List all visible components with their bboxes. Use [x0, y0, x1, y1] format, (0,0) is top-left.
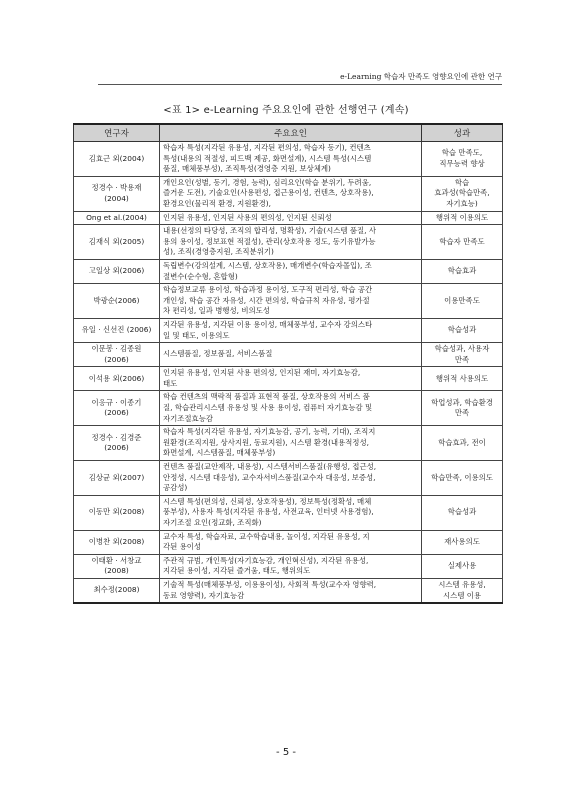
column-header-author: 연구자 [74, 124, 160, 142]
author-cell: 이태환 · 서창교 (2008) [74, 554, 160, 578]
table-row [74, 554, 503, 578]
table-body [74, 142, 503, 604]
table-row [74, 426, 503, 461]
author-cell: 정경수 · 박용재 (2004) [74, 176, 160, 211]
author-cell: 김상균 외(2007) [74, 461, 160, 496]
result-cell: 이용만족도 [422, 284, 503, 319]
factors-cell: 시스템품질, 정보품질, 서비스품질 [160, 343, 422, 367]
result-cell: 행위적 이용의도 [422, 211, 503, 225]
factors-cell: 학습정보교류 용이성, 학습과정 용이성, 도구적 편리성, 학습 공간 개인성, 학습 공간 자유성, 시간 편의성, 학습규칙 자유성, 평가절 차 편리성, 일과 병행성, 비의도성 [160, 284, 422, 319]
table-row [74, 578, 503, 603]
factors-cell: 지각된 유용성, 지각된 이용 용이성, 매체풍부성, 교수자 강의스타 일 및 태도, 이용의도 [160, 318, 422, 342]
result-cell: 학습성과 [422, 495, 503, 530]
result-cell: 재사용의도 [422, 530, 503, 554]
author-cell: 유일 · 신선진 (2006) [74, 318, 160, 342]
table-header-row [74, 124, 503, 142]
table-row [74, 176, 503, 211]
running-header: e-Learning 학습자 만족도 영향요인에 관한 연구 [98, 71, 502, 85]
factors-cell: 인지된 유용성, 인지된 사용 편의성, 인지된 재미, 자기효능감, 태도 [160, 367, 422, 391]
table-row [74, 495, 503, 530]
author-cell: 이문봉 · 김종원 (2006) [74, 343, 160, 367]
author-cell: 최수정(2008) [74, 578, 160, 603]
table-row [74, 461, 503, 496]
factors-cell: 인지된 유용성, 인지된 사용의 편의성, 인지된 신뢰성 [160, 211, 422, 225]
factors-cell: 독립변수(강의설계, 시스템, 상호작용), 매개변수(학습자몰입), 조 절변수(순수형, 혼합형) [160, 259, 422, 283]
factors-cell: 개인요인(성별, 동기, 경험, 능력), 심리요인(학습 분위기, 두려움, 즐거운 도전), 기술요인(사용편성, 접근용이성, 컨텐츠, 상호작용), 환경요인(물리적 환경, 지원환경), [160, 176, 422, 211]
factors-cell: 학습자 특성(지각된 유용성, 자기효능감, 공기, 능력, 기대), 조직지 원환경(조직지원, 상사지원, 동료지원), 시스템 환경(내용적정성, 화면설계, 시스템품질, 매체풍부성) [160, 426, 422, 461]
result-cell: 학습 효과성(학습만족, 자기효능) [422, 176, 503, 211]
table-row [74, 391, 503, 426]
author-cell: Ong et al.(2004) [74, 211, 160, 225]
result-cell: 행위적 사용의도 [422, 367, 503, 391]
factors-cell: 컨텐츠 품질(교안제작, 내용성), 시스템서비스품질(유행성, 접근성, 안정성, 시스템 대응성), 교수자서비스품질(교수자 대응성, 보증성, 공감성) [160, 461, 422, 496]
column-header-factors: 주요요인 [160, 124, 422, 142]
author-cell: 김효근 외(2004) [74, 142, 160, 177]
table-title: <표 1> e-Learning 주요요인에 관한 선행연구 (계속) [163, 105, 409, 116]
factors-cell: 시스템 특성(편의성, 신뢰성, 상호작용성), 정보특성(정확성, 매체 풍부성), 사용자 특성(지각된 유용성, 사전교육, 인터넷 사용경험), 자기조절 요인(정교화, 조직화) [160, 495, 422, 530]
result-cell: 실제사용 [422, 554, 503, 578]
result-cell: 학업성과, 학습환경 만족 [422, 391, 503, 426]
author-cell: 박광순(2006) [74, 284, 160, 319]
table-row [74, 284, 503, 319]
result-cell: 학습성과, 사용자 만족 [422, 343, 503, 367]
result-cell: 학습만족, 이용의도 [422, 461, 503, 496]
table-row [74, 211, 503, 225]
author-cell: 이석용 외(2006) [74, 367, 160, 391]
factors-cell: 주관적 규범, 개인특성(자기효능감, 개인혁신성), 지각된 유용성, 지각된 용이성, 지각된 즐거움, 태도, 행위의도 [160, 554, 422, 578]
table-row [74, 225, 503, 260]
author-cell: 이응규 · 이종기 (2006) [74, 391, 160, 426]
result-cell: 학습성과 [422, 318, 503, 342]
factors-cell: 내용(선정의 타당성, 조직의 합리성, 명확성), 기술(시스템 품질, 사 용의 용이성, 정보표현 적절성), 관리(상호작용 정도, 동기유발가능 성), 조직(경영층지원, 조직분위기) [160, 225, 422, 260]
result-cell: 학습자 만족도 [422, 225, 503, 260]
author-cell: 김재식 외(2005) [74, 225, 160, 260]
author-cell: 이병찬 외(2008) [74, 530, 160, 554]
table-row [74, 367, 503, 391]
author-cell: 고일상 외(2006) [74, 259, 160, 283]
table-row [74, 259, 503, 283]
factors-cell: 학습 컨텐츠의 맥락적 품질과 표현적 품질, 상호작용의 서비스 품 질, 학습관리시스템 유용성 및 사용 용이성, 컴퓨터 자기효능감 및 자기조절효능감 [160, 391, 422, 426]
table-row [74, 530, 503, 554]
factors-cell: 학습자 특성(지각된 유용성, 지각된 편의성, 학습자 동기), 컨텐츠 특성(내용의 적절성, 피드백 제공, 화면설계), 시스템 특성(시스템 품질, 매체풍부성), 조직특성(경영층 지원, 보상체계) [160, 142, 422, 177]
table-row [74, 343, 503, 367]
research-table-wrapper [73, 123, 502, 604]
result-cell: 학습효과, 전이 [422, 426, 503, 461]
factors-cell: 교수자 특성, 학습자료, 교수학습내용, 놀이성, 지각된 유용성, 지 각된 용이성 [160, 530, 422, 554]
page-number: - 5 - [276, 747, 296, 758]
author-cell: 정경수 · 김경준 (2006) [74, 426, 160, 461]
result-cell: 시스템 유용성, 시스템 이용 [422, 578, 503, 603]
factors-cell: 기술적 특성(매체풍부성, 이용용이성), 사회적 특성(교수자 영향력, 동료 영향력), 자기효능감 [160, 578, 422, 603]
table-row [74, 318, 503, 342]
column-header-result: 성과 [422, 124, 503, 142]
result-cell: 학습효과 [422, 259, 503, 283]
author-cell: 이동만 외(2008) [74, 495, 160, 530]
research-table [73, 123, 503, 604]
table-row [74, 142, 503, 177]
result-cell: 학습 만족도, 직무능력 향상 [422, 142, 503, 177]
